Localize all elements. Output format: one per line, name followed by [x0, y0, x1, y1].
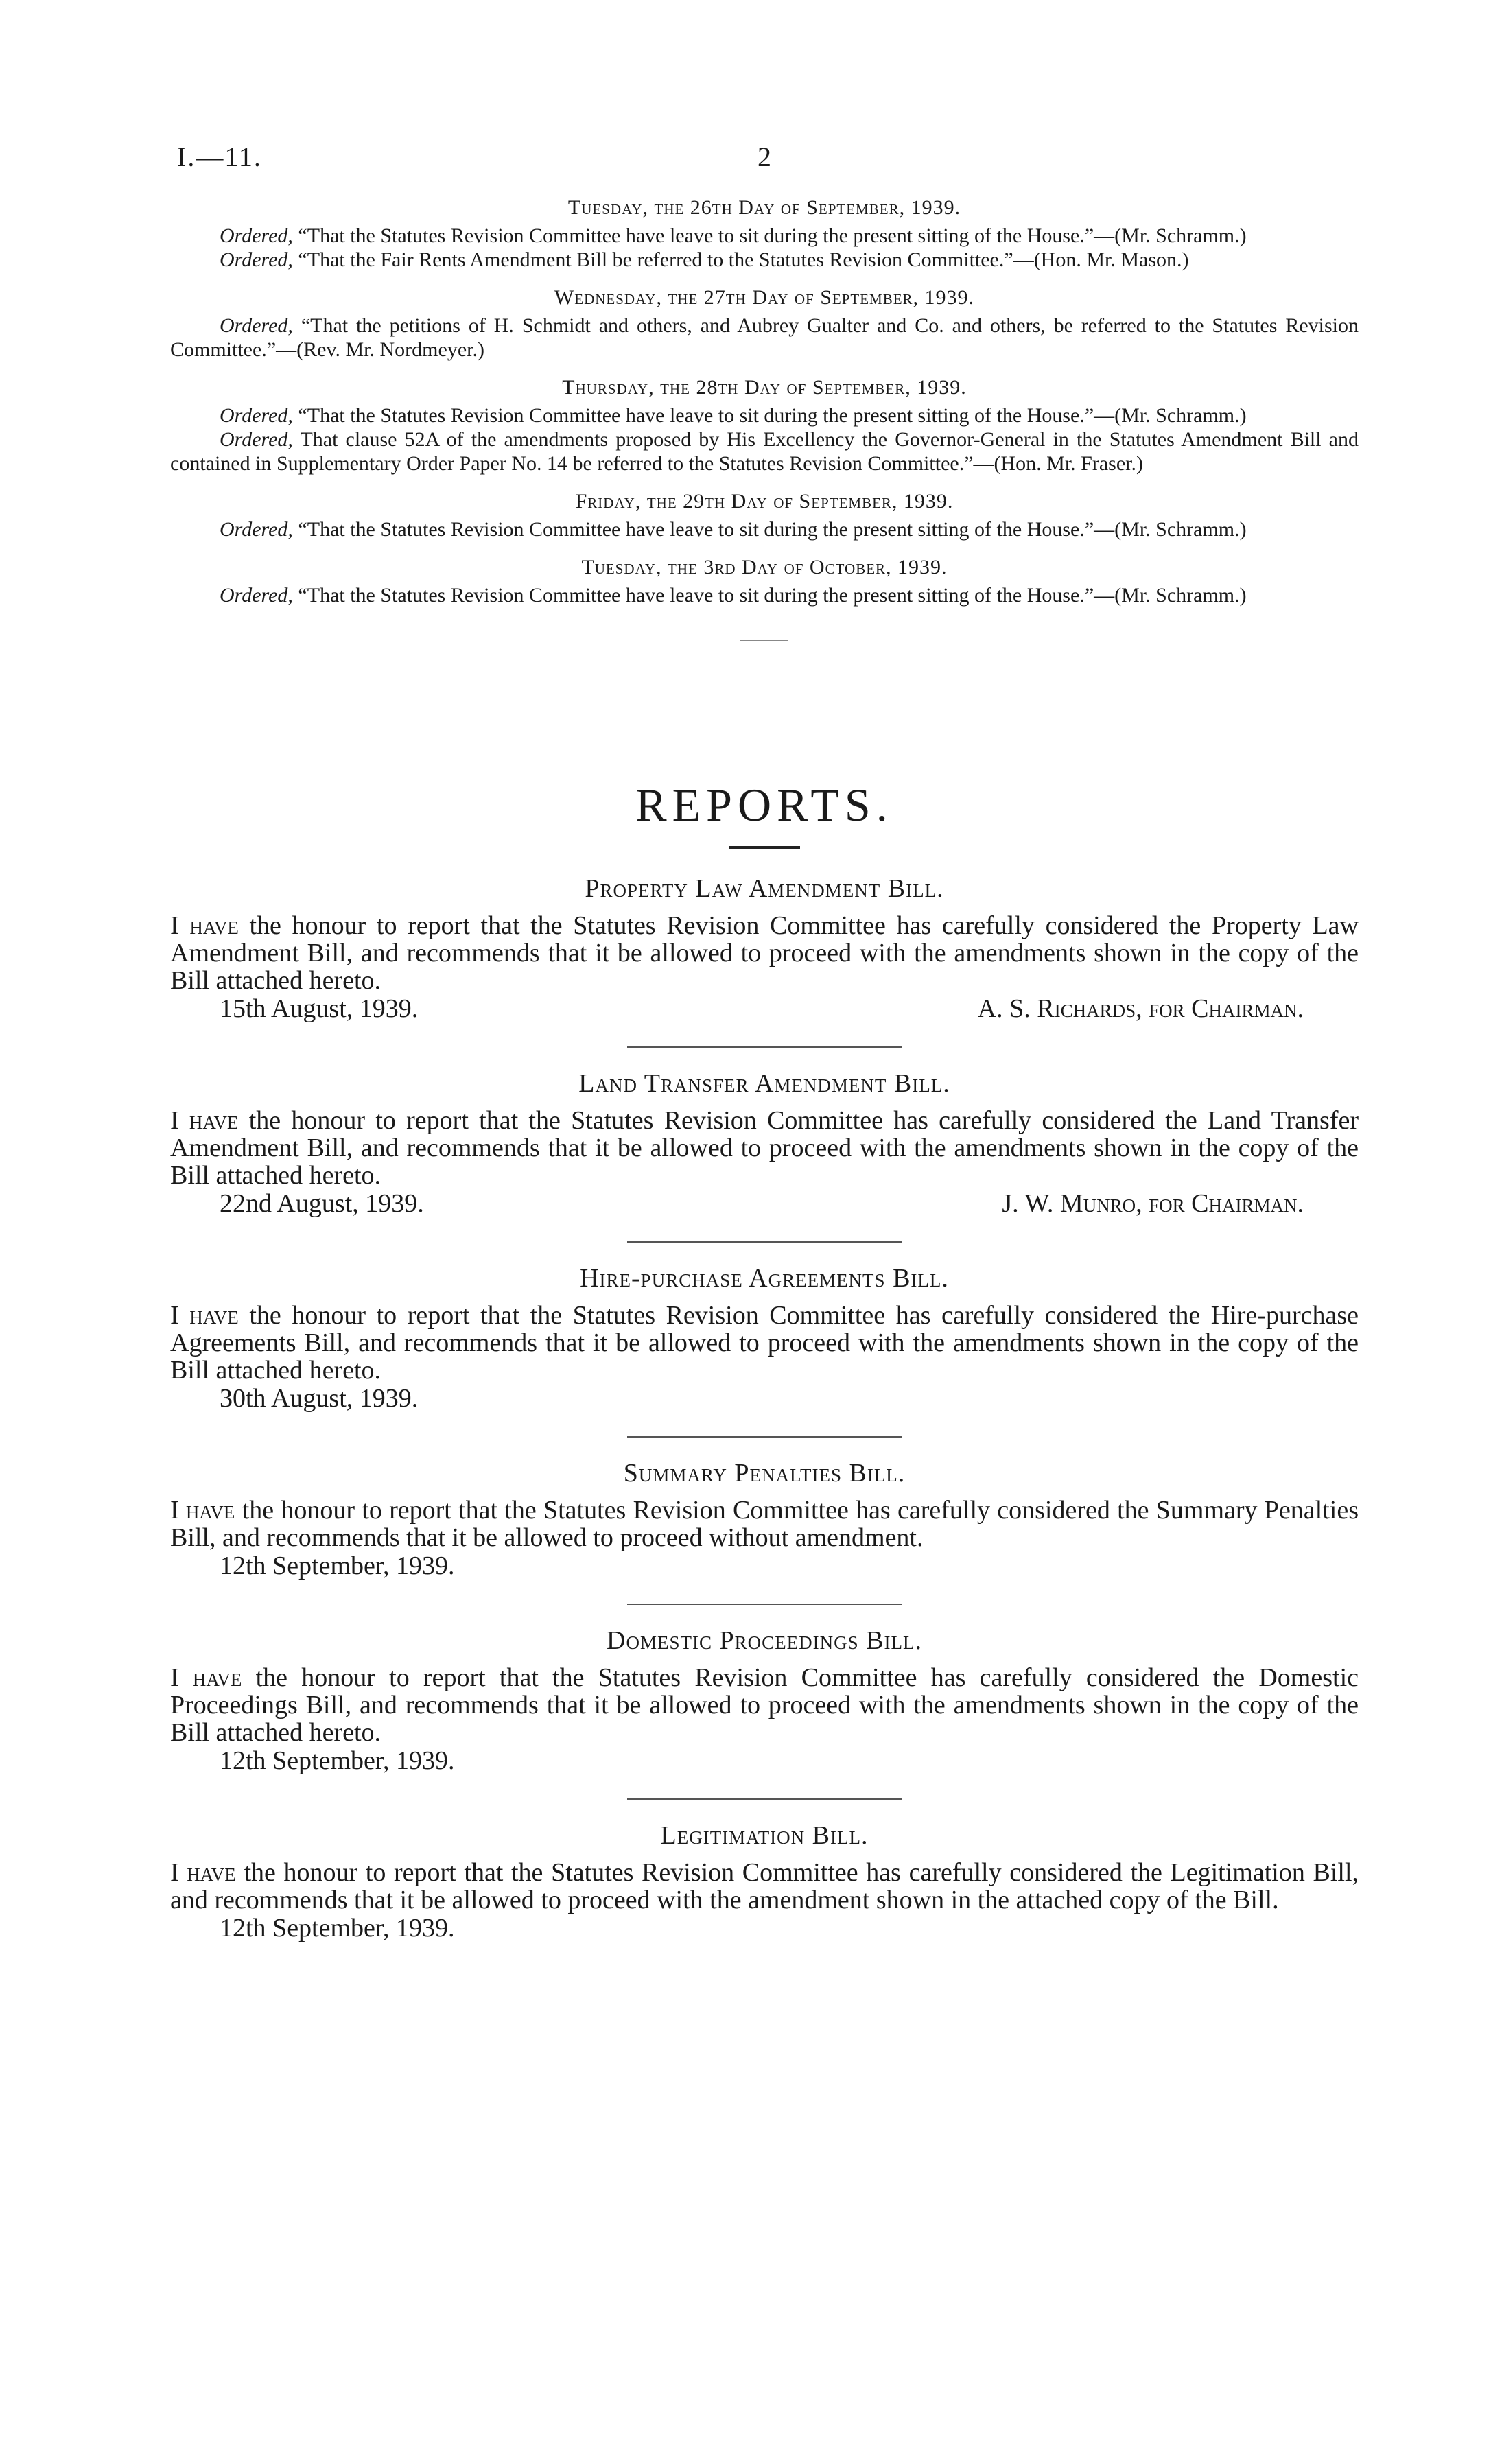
report-separator [627, 1798, 902, 1800]
report-date: 22nd August, 1939. [220, 1189, 424, 1218]
report-footer [170, 994, 1359, 1023]
orders-section [170, 196, 1359, 607]
bill-title: Hire-purchase Agreements Bill. [580, 1264, 949, 1293]
report-text: I have the honour to report that the Statutes Revision Committee has carefully considered the Legitimation Bill, and recommends that it be allowed to proceed with the amendment shown in the attached copy of the Bill. [170, 1858, 1359, 1914]
order-day-5 [170, 555, 1359, 607]
order-entry: Ordered, “That the petitions of H. Schmidt and others, and Aubrey Gualter and Co. and others, be referred to the Statutes Revision Committee.”—(Rev. Mr. Nordmeyer.) [170, 314, 1359, 361]
report-separator [627, 1241, 902, 1243]
report-legitimation [170, 1820, 1359, 1943]
report-text: I have the honour to report that the Statutes Revision Committee has carefully considered the Domestic Proceedings Bill, and recommends that it be allowed to proceed with the amendments shown in the copy of the Bill attached hereto. [170, 1663, 1359, 1747]
report-footer [170, 1746, 1359, 1775]
report-footer [170, 1189, 1359, 1218]
order-day-3 [170, 375, 1359, 476]
order-day-4 [170, 489, 1359, 541]
bill-title: Property Law Amendment Bill. [585, 874, 944, 903]
bill-title: Summary Penalties Bill. [623, 1459, 906, 1488]
order-day-2 [170, 285, 1359, 362]
order-date: Wednesday, the 27th Day of September, 1939. [554, 286, 975, 309]
order-date: Tuesday, the 26th Day of September, 1939. [567, 196, 961, 219]
report-date: 12th September, 1939. [220, 1746, 455, 1775]
paper-reference: I.—11. [177, 141, 262, 172]
report-hire-purchase [170, 1263, 1359, 1413]
page-number: 2 [758, 141, 771, 172]
section-divider [740, 640, 788, 641]
bill-title: Land Transfer Amendment Bill. [578, 1069, 950, 1098]
report-date: 30th August, 1939. [220, 1384, 419, 1413]
report-footer [170, 1914, 1359, 1943]
report-text: I have the honour to report that the Statutes Revision Committee has carefully considered the Property Law Amendment Bill, and recommends that it be allowed to proceed with the amendments shown in the copy of the Bill attached hereto. [170, 911, 1359, 995]
order-date: Thursday, the 28th Day of September, 1939. [562, 376, 967, 399]
bill-title: Domestic Proceedings Bill. [607, 1626, 922, 1655]
report-date: 12th September, 1939. [220, 1551, 455, 1580]
reports-heading: REPORTS. [635, 779, 893, 831]
report-summary-penalties [170, 1458, 1359, 1580]
order-entry: Ordered, “That the Fair Rents Amendment Bill be referred to the Statutes Revision Committee.”—(Hon. Mr. Mason.) [220, 248, 1189, 271]
report-land-transfer [170, 1068, 1359, 1218]
heading-rule [729, 846, 800, 849]
report-date: 12th September, 1939. [220, 1914, 455, 1943]
running-head [170, 141, 1359, 182]
report-separator [627, 1046, 902, 1048]
order-day-1 [170, 196, 1359, 272]
order-date: Tuesday, the 3rd Day of October, 1939. [581, 556, 948, 578]
report-signature: J. W. Munro, for Chairman. [1002, 1189, 1304, 1218]
report-domestic-proceedings [170, 1626, 1359, 1775]
order-entry: Ordered, “That the Statutes Revision Committee have leave to sit during the present sitting of the House.”—(Mr. Schramm.) [220, 518, 1247, 541]
order-entry: Ordered, “That the Statutes Revision Committee have leave to sit during the present sitting of the House.”—(Mr. Schramm.) [220, 584, 1247, 607]
report-separator [627, 1604, 902, 1605]
report-text: I have the honour to report that the Statutes Revision Committee has carefully considered the Summary Penalties Bill, and recommends that it be allowed to proceed without amendment. [170, 1496, 1359, 1552]
order-date: Friday, the 29th Day of September, 1939. [575, 490, 954, 513]
report-footer [170, 1384, 1359, 1413]
order-entry: Ordered, “That the Statutes Revision Committee have leave to sit during the present sitting of the House.”—(Mr. Schramm.) [220, 224, 1247, 247]
report-footer [170, 1551, 1359, 1580]
order-entry: Ordered, “That the Statutes Revision Committee have leave to sit during the present sitting of the House.”—(Mr. Schramm.) [220, 404, 1247, 427]
order-entry: Ordered, That clause 52A of the amendments proposed by His Excellency the Governor-General in the Statutes Amendment Bill and contained in Supplementary Order Paper No. 14 be referred to the Statutes Revision Committee.”—(Hon. Mr. Fraser.) [170, 428, 1359, 475]
report-property-law [170, 873, 1359, 1023]
report-date: 15th August, 1939. [220, 994, 419, 1023]
report-text: I have the honour to report that the Statutes Revision Committee has carefully considered the Hire-purchase Agreements Bill, and recommends that it be allowed to proceed with the amendments shown in the copy of the Bill attached hereto. [170, 1301, 1359, 1385]
report-signature: A. S. Richards, for Chairman. [977, 994, 1304, 1023]
report-text: I have the honour to report that the Statutes Revision Committee has carefully considered the Land Transfer Amendment Bill, and recommends that it be allowed to proceed with the amendments shown in the copy of the Bill attached hereto. [170, 1106, 1359, 1190]
bill-title: Legitimation Bill. [660, 1821, 869, 1850]
document-page [170, 141, 1359, 1943]
report-separator [627, 1436, 902, 1438]
